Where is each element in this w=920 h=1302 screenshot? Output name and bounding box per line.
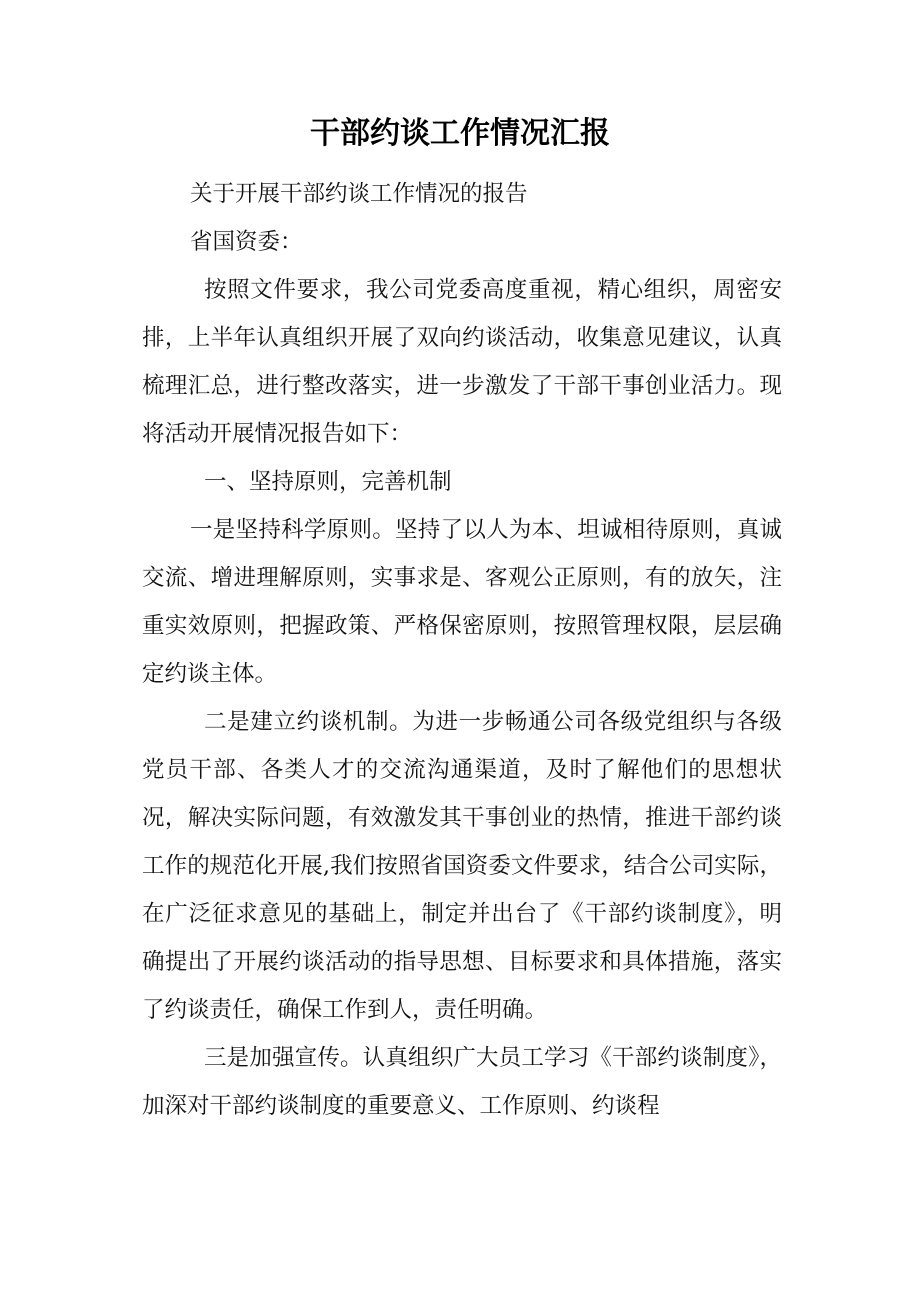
document-body [142, 170, 782, 1130]
document-title: 干部约谈工作情况汇报 [310, 116, 610, 151]
addressee-line: 省国资委： [190, 229, 303, 255]
intro-paragraph: 按照文件要求，我公司党委高度重视，精心组织，周密安排，上半年认真组织开展了双向约谈活动，收集意见建议，认真梳理汇总，进行整改落实，进一步激发了干部干事创业活力。现将活动开展情况报告如下： [142, 277, 782, 447]
paragraph-principles: 一是坚持科学原则。坚持了以人为本、坦诚相待原则，真诚交流、增进理解原则，实事求是、客观公正原则，有的放矢，注重实效原则，把握政策、严格保密原则，按照管理权限，层层确定约谈主体。 [142, 517, 782, 687]
report-subtitle: 关于开展干部约谈工作情况的报告 [190, 181, 528, 207]
paragraph-mechanism: 二是建立约谈机制。为进一步畅通公司各级党组织与各级党员干部、各类人才的交流沟通渠道，及时了解他们的思想状况，解决实际问题，有效激发其干事创业的热情，推进干部约谈工作的规范化开展,我们按照省国资委文件要求，结合公司实际，在广泛征求意见的基础上，制定并出台了《干部约谈制度》，明确提出了开展约谈活动的指导思想、目标要求和具体措施，落实了约谈责任，确保工作到人，责任明确。 [142, 709, 782, 1023]
section-heading-1: 一、坚持原则，完善机制 [204, 469, 452, 495]
paragraph-publicity: 三是加强宣传。认真组织广大员工学习《干部约谈制度》，加深对干部约谈制度的重要意义、工作原则、约谈程 [142, 1045, 782, 1119]
